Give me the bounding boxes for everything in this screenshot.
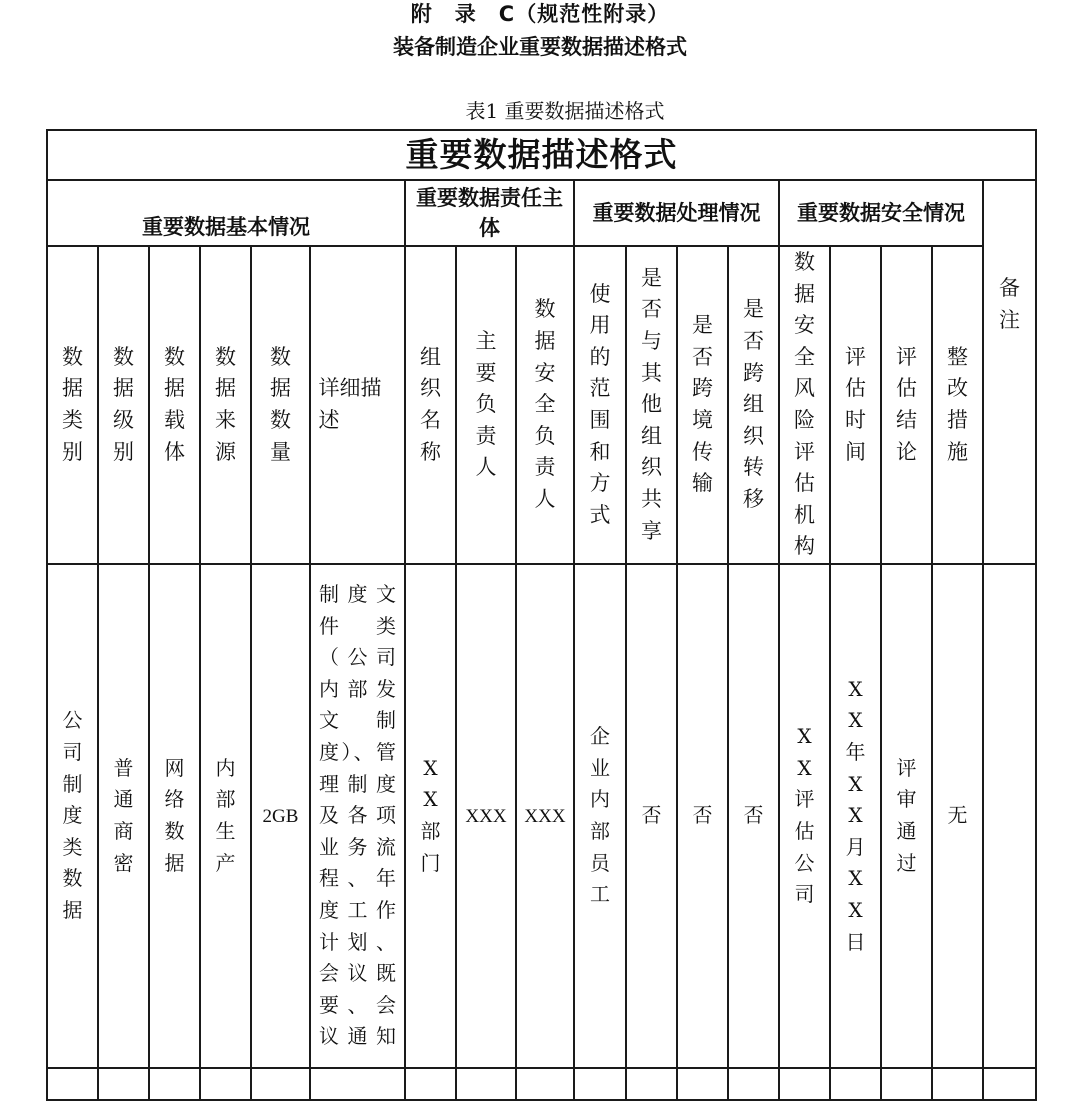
header-shared: 是否与其他组织共享	[626, 246, 677, 564]
empty-cell	[200, 1068, 251, 1100]
header-rectification: 整改措施	[932, 246, 983, 564]
empty-cell	[516, 1068, 574, 1100]
empty-cell	[983, 1068, 1036, 1100]
group-processing: 重要数据处理情况	[574, 180, 779, 246]
empty-cell	[779, 1068, 830, 1100]
table-row-empty	[47, 1068, 1036, 1100]
empty-cell	[310, 1068, 405, 1100]
header-remark: 备注	[983, 180, 1036, 564]
cell-assessor: XX评估公司	[779, 564, 830, 1068]
cell-cross-border: 否	[677, 564, 728, 1068]
table-title: 重要数据描述格式	[47, 130, 1036, 180]
cell-rectification: 无	[932, 564, 983, 1068]
appendix-title: 附 录 C（规范性附录）	[410, 2, 670, 26]
group-responsible-party: 重要数据责任主体	[405, 180, 574, 246]
cell-main-owner: XXX	[456, 564, 516, 1068]
cell-usage-scope: 企业内部员工	[574, 564, 626, 1068]
table-row	[47, 564, 1036, 1068]
empty-cell	[149, 1068, 200, 1100]
header-usage-scope: 使用的范围和方式	[574, 246, 626, 564]
group-basic-info: 重要数据基本情况	[47, 180, 405, 246]
cell-remark	[983, 564, 1036, 1068]
empty-cell	[456, 1068, 516, 1100]
header-assess-time: 评估时间	[830, 246, 881, 564]
table-caption: 表1 重要数据描述格式	[465, 99, 665, 123]
empty-cell	[405, 1068, 456, 1100]
header-assessor: 数据安全风险评估机构	[779, 246, 830, 564]
empty-cell	[251, 1068, 310, 1100]
cell-assess-time: XX年XX月XX日	[830, 564, 881, 1068]
empty-cell	[728, 1068, 779, 1100]
cell-category: 公司制度类数据	[47, 564, 98, 1068]
header-data-level: 数据级别	[98, 246, 149, 564]
header-data-quantity: 数据数量	[251, 246, 310, 564]
cell-description: 制度文件类（公司内部发文制度）、管理制度及各项业务流程、年度工作计划、会议既要、会议通知	[310, 564, 405, 1068]
cell-level: 普通商密	[98, 564, 149, 1068]
header-cross-border: 是否跨境传输	[677, 246, 728, 564]
header-description: 详细描述	[310, 246, 405, 564]
cell-org-name: XX部门	[405, 564, 456, 1068]
header-cross-org: 是否跨组织转移	[728, 246, 779, 564]
empty-cell	[830, 1068, 881, 1100]
cell-quantity: 2GB	[251, 564, 310, 1068]
cell-shared: 否	[626, 564, 677, 1068]
important-data-table	[46, 129, 1037, 1101]
empty-cell	[98, 1068, 149, 1100]
cell-carrier: 网络数据	[149, 564, 200, 1068]
cell-source: 内部生产	[200, 564, 251, 1068]
cell-assess-result: 评审通过	[881, 564, 932, 1068]
header-data-category: 数据类别	[47, 246, 98, 564]
header-assess-result: 评估结论	[881, 246, 932, 564]
empty-cell	[677, 1068, 728, 1100]
header-main-owner: 主要负责人	[456, 246, 516, 564]
cell-security-owner: XXX	[516, 564, 574, 1068]
header-data-carrier: 数据载体	[149, 246, 200, 564]
empty-cell	[626, 1068, 677, 1100]
cell-cross-org: 否	[728, 564, 779, 1068]
empty-cell	[47, 1068, 98, 1100]
header-org-name: 组织名称	[405, 246, 456, 564]
group-security: 重要数据安全情况	[779, 180, 983, 246]
empty-cell	[574, 1068, 626, 1100]
empty-cell	[881, 1068, 932, 1100]
header-security-owner: 数据安全负责人	[516, 246, 574, 564]
header-data-source: 数据来源	[200, 246, 251, 564]
empty-cell	[932, 1068, 983, 1100]
appendix-subtitle: 装备制造企业重要数据描述格式	[393, 35, 687, 59]
